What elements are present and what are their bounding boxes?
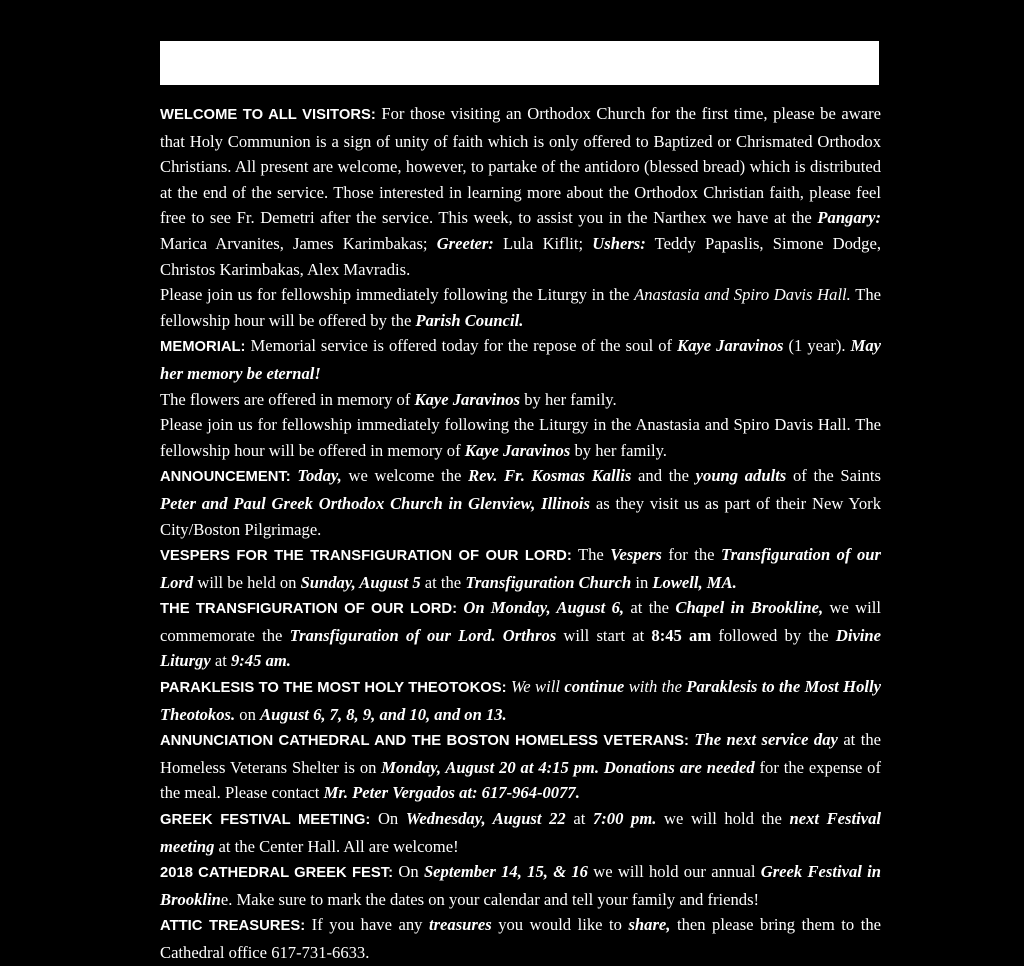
paraklesis-paragraph: PARAKLESIS TO THE MOST HOLY THEOTOKOS: We will continue with the Paraklesis to the Most Holly Theotokos. on August 6, 7, 8, 9, and 10, and on 13. (160, 677, 881, 724)
fellowship-memory-paragraph: Please join us for fellowship immediately following the Liturgy in the Anastasia and Spiro Davis Hall. The fellowship hour will be offered in memory of Kaye Jaravinos by her family. (160, 415, 881, 460)
greeter-label: Greeter: (436, 233, 494, 253)
greekfest-paragraph: 2018 CATHEDRAL GREEK FEST: On September 14, 15, & 16 we will hold our annual Greek Festival in Brookline. Make sure to mark the dates on your calendar and tell your family and friends! (160, 862, 881, 909)
flowers-paragraph: The flowers are offered in memory of Kaye Jaravinos by her family. (160, 389, 617, 409)
ushers-label: Ushers: (592, 233, 646, 253)
welcome-heading: WELCOME TO ALL VISITORS: (160, 107, 376, 123)
attic-heading: ATTIC TREASURES: (160, 918, 306, 935)
flowers-name: Kaye Jaravinos (414, 389, 521, 409)
paraklesis-heading: PARAKLESIS TO THE MOST HOLY THEOTOKOS: (160, 680, 507, 697)
festival-meeting-heading: GREEK FESTIVAL MEETING: (160, 812, 371, 829)
guest-church: Peter and Paul Greek Orthodox Church in Glenview, Illinois (160, 493, 590, 513)
memorial-paragraph: MEMORIAL: Memorial service is offered today for the repose of the soul of Kaye Jaravinos (1 year). May her memory be eternal! (160, 336, 881, 383)
memorial-blessing: May her memory be eternal! (160, 336, 881, 383)
pangary-label: Pangary: (817, 208, 881, 228)
veterans-contact: Mr. Peter Vergados at: 617-964-0077. (323, 783, 580, 803)
greekfest-heading: 2018 CATHEDRAL GREEK FEST: (160, 865, 394, 882)
paraklesis-dates: August 6, 7, 8, 9, and 10, and on 13. (260, 704, 507, 724)
guest-name: Rev. Fr. Kosmas Kallis (468, 466, 632, 486)
veterans-paragraph: ANNUNCIATION CATHEDRAL AND THE BOSTON HOMELESS VETERANS: The next service day at the Homeless Veterans Shelter is on Monday, August 20 at 4:15 pm. Donations are needed for the expense of the meal. Please contact Mr. Peter Vergados at: 617-964-0077. (160, 730, 882, 803)
announcement-heading: ANNOUNCEMENT: (160, 469, 291, 486)
fellowship-host: Parish Council. (415, 310, 524, 330)
announcement-paragraph: ANNOUNCEMENT: Today, we welcome the Rev. Fr. Kosmas Kallis and the young adults of the Saints Peter and Paul Greek Orthodox Church in Glenview, Illinois as they visit us as part of their New York City/Boston Pilgrimage. (160, 466, 881, 539)
transfiguration-paragraph: THE TRANSFIGURATION OF OUR LORD: On Monday, August 6, at the Chapel in Brookline, we will commemorate the Transfiguration of our Lord. Orthros will start at 8:45 am followed by the Divine Liturgy at 9:45 am. (160, 598, 882, 671)
hall-name: Anastasia and Spiro Davis Hall. (634, 285, 851, 305)
fellowship-memory-name: Kaye Jaravinos (464, 440, 571, 460)
festival-meeting-paragraph: GREEK FESTIVAL MEETING: On Wednesday, August 22 at 7:00 pm. we will hold the next Festival meeting at the Center Hall. All are welcome! (160, 809, 881, 856)
welcome-paragraph: WELCOME TO ALL VISITORS: For those visiting an Orthodox Church for the first time, please be aware that Holy Communion is a sign of unity of faith which is only offered to Baptized or Chrismated Orthodox Christians. All present are welcome, however, to partake of the antidoro (blessed bread) which is distributed at the end of the service. Those interested in learning more about the Orthodox Christian faith, please feel free to see Fr. Demetri after the service. This week, to assist you in the Narthex we have at the Pangary: Marica Arvanites, James Karimbakas; Greeter: Lula Kiflit; Ushers: Teddy Papaslis, Simone Dodge, Christos Karimbakas, Alex Mavradis. (160, 104, 881, 279)
memorial-name: Kaye Jaravinos (677, 336, 784, 356)
vespers-heading: VESPERS FOR THE TRANSFIGURATION OF OUR LORD: (160, 548, 572, 565)
veterans-date: Monday, August 20 at 4:15 pm. (381, 757, 599, 777)
announcements (160, 101, 881, 966)
vespers-date: Sunday, August 5 (300, 572, 421, 592)
memorial-heading: MEMORIAL: (160, 339, 246, 356)
header-bar (160, 41, 879, 85)
fellowship-paragraph: Please join us for fellowship immediately following the Liturgy in the Anastasia and Spiro Davis Hall. The fellowship hour will be offered by the Parish Council. (160, 285, 881, 330)
vespers-paragraph: VESPERS FOR THE TRANSFIGURATION OF OUR LORD: The Vespers for the Transfiguration of our Lord will be held on Sunday, August 5 at the Transfiguration Church in Lowell, MA. (160, 545, 881, 592)
veterans-heading: ANNUNCIATION CATHEDRAL AND THE BOSTON HOMELESS VETERANS: (160, 733, 689, 750)
transfiguration-heading: THE TRANSFIGURATION OF OUR LORD: (160, 601, 458, 618)
transfiguration-date: On Monday, August 6, (463, 598, 625, 618)
attic-paragraph: ATTIC TREASURES: If you have any treasures you would like to share, then please bring them to the Cathedral office 617-731-6633. (160, 915, 881, 962)
